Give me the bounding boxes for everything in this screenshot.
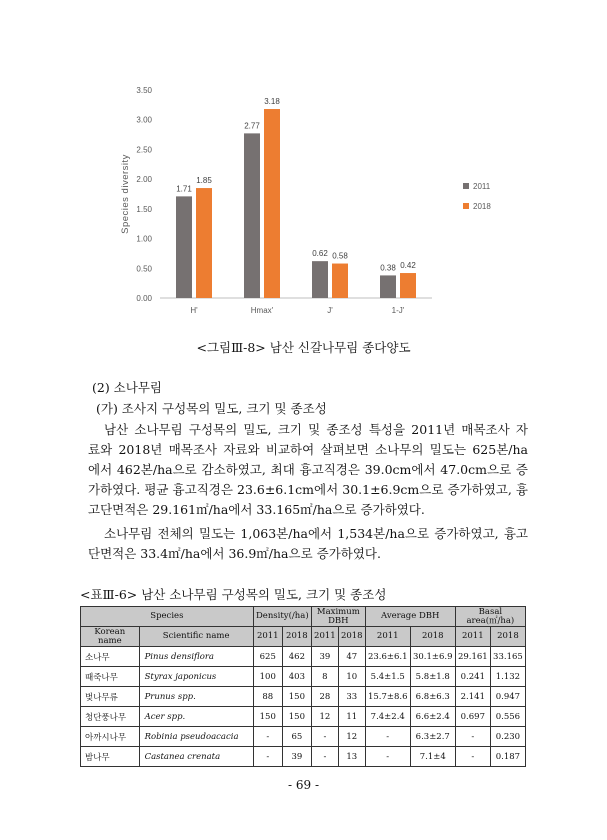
value-cell: 11 — [338, 707, 365, 727]
paragraph-line: 소나무림 전체의 밀도는 1,063본/ha에서 1,534본/ha으로 증가하였고, 흉고 — [104, 526, 528, 541]
value-cell: 47 — [338, 647, 365, 667]
bar-2011 — [176, 196, 192, 298]
value-cell: 15.7±8.6 — [365, 687, 410, 707]
header-max-dbh-line1: Maximum — [316, 606, 360, 617]
korean-name-cell: 청단풍나무 — [81, 707, 140, 727]
y-tick-label: 3.50 — [136, 86, 152, 95]
header-year-2018: 2018 — [338, 627, 365, 647]
value-cell: 0.556 — [490, 707, 525, 727]
paragraph-line: 단면적은 33.4㎡/ha에서 36.9㎡/ha으로 증가하였다. — [88, 546, 381, 561]
header-year-2018: 2018 — [490, 627, 525, 647]
header-scientific-name: Scientific name — [139, 627, 253, 647]
value-cell: 0.697 — [455, 707, 490, 727]
paragraph-line: 료와 2018년 매목조사 자료와 비교하여 살펴보면 소나무의 밀도는 625본/ha — [88, 442, 528, 457]
value-cell: 33 — [338, 687, 365, 707]
y-tick-label: 1.00 — [136, 234, 152, 244]
legend-swatch-2011 — [463, 183, 469, 189]
value-cell: 29.161 — [455, 647, 490, 667]
value-cell: 33.165 — [490, 647, 525, 667]
value-cell: 150 — [282, 687, 311, 707]
header-year-2011: 2011 — [311, 627, 338, 647]
x-tick-label: J' — [327, 306, 333, 315]
y-tick-label: 0.50 — [136, 264, 152, 274]
value-cell: - — [311, 727, 338, 747]
figure-caption: <그림Ⅲ-8> 남산 신갈나무림 종다양도 — [196, 340, 411, 355]
value-cell: 12 — [311, 707, 338, 727]
value-cell: 8 — [311, 667, 338, 687]
data-label: 0.58 — [332, 251, 348, 261]
value-cell: 7.4±2.4 — [365, 707, 410, 727]
data-label: 3.18 — [264, 97, 280, 107]
value-cell: 0.947 — [490, 687, 525, 707]
header-year-2011: 2011 — [455, 627, 490, 647]
y-tick-label: 2.50 — [136, 145, 152, 155]
data-label: 0.62 — [312, 249, 328, 259]
table-row — [81, 747, 526, 767]
value-cell: 403 — [282, 667, 311, 687]
paragraph-line: 고단면적은 29.161㎡/ha에서 33.165㎡/ha으로 증가하였다. — [88, 502, 425, 517]
header-basal-line1: Basal — [478, 606, 503, 617]
header-korean-name — [81, 627, 140, 647]
table-row — [81, 687, 526, 707]
table-row — [81, 667, 526, 687]
value-cell: 13 — [338, 747, 365, 767]
header-year-2011: 2011 — [253, 627, 282, 647]
value-cell: - — [253, 727, 282, 747]
scientific-name-cell: Pinus densiflora — [139, 647, 253, 667]
y-tick-label: 2.00 — [136, 175, 152, 185]
x-tick-label: 1-J' — [391, 306, 405, 315]
bar-2018 — [400, 273, 416, 298]
value-cell: 6.8±6.3 — [410, 687, 455, 707]
header-basal-area — [455, 607, 525, 627]
value-cell: - — [365, 727, 410, 747]
bar-2011 — [380, 275, 396, 298]
legend-label: 2018 — [473, 202, 491, 211]
header-year-2018: 2018 — [282, 627, 311, 647]
header-basal-line2: area(㎡/ha) — [466, 615, 515, 626]
value-cell: 30.1±6.9 — [410, 647, 455, 667]
header-avg-dbh: Average DBH — [365, 607, 455, 627]
bar-2018 — [264, 109, 280, 298]
value-cell: 5.4±1.5 — [365, 667, 410, 687]
header-density: Density(/ha) — [253, 607, 311, 627]
header-max-dbh-line2: DBH — [328, 615, 349, 626]
scientific-name-cell: Prunus spp. — [139, 687, 253, 707]
y-tick-label: 3.00 — [136, 115, 152, 125]
species-diversity-chart — [100, 75, 520, 325]
value-cell: 100 — [253, 667, 282, 687]
scientific-name-cell: Acer spp. — [139, 707, 253, 727]
table-row — [81, 647, 526, 667]
section-heading: (2) 소나무림 — [92, 380, 162, 395]
value-cell: 150 — [253, 707, 282, 727]
page-number: - 69 - — [287, 778, 319, 792]
bar-2018 — [332, 264, 348, 298]
korean-name-cell: 때죽나무 — [81, 667, 140, 687]
y-tick-label: 1.50 — [136, 204, 152, 214]
korean-name-cell: 아까시나무 — [81, 727, 140, 747]
y-tick-label: 0.00 — [136, 294, 152, 303]
subsection-heading: (가) 조사지 구성목의 밀도, 크기 및 종조성 — [96, 401, 327, 416]
value-cell: 88 — [253, 687, 282, 707]
value-cell: 65 — [282, 727, 311, 747]
value-cell: 12 — [338, 727, 365, 747]
value-cell: 2.141 — [455, 687, 490, 707]
table-row — [81, 727, 526, 747]
x-tick-label: Hmax' — [250, 306, 274, 315]
bar-2011 — [244, 133, 260, 298]
value-cell: 0.187 — [490, 747, 525, 767]
paragraph-line: 에서 462본/ha으로 감소하였고, 최대 흉고직경은 39.0cm에서 47.0cm으로 증 — [88, 462, 528, 477]
value-cell: 625 — [253, 647, 282, 667]
value-cell: 462 — [282, 647, 311, 667]
header-korean-line2: name — [97, 635, 122, 646]
value-cell: - — [455, 747, 490, 767]
value-cell: 10 — [338, 667, 365, 687]
value-cell: 23.6±6.1 — [365, 647, 410, 667]
value-cell: 150 — [282, 707, 311, 727]
value-cell: 1.132 — [490, 667, 525, 687]
value-cell: 7.1±4 — [410, 747, 455, 767]
value-cell: - — [253, 747, 282, 767]
table-caption: <표Ⅲ-6> 남산 소나무림 구성목의 밀도, 크기 및 종조성 — [80, 587, 387, 602]
legend-swatch-2018 — [463, 203, 469, 209]
value-cell: 6.6±2.4 — [410, 707, 455, 727]
value-cell: 28 — [311, 687, 338, 707]
value-cell: 0.241 — [455, 667, 490, 687]
korean-name-cell: 밤나무 — [81, 747, 140, 767]
korean-name-cell: 소나무 — [81, 647, 140, 667]
bar-2011 — [312, 261, 328, 298]
scientific-name-cell: Styrax japonicus — [139, 667, 253, 687]
value-cell: - — [365, 747, 410, 767]
legend-label: 2011 — [473, 182, 491, 191]
composition-table — [80, 606, 526, 767]
scientific-name-cell: Castanea crenata — [139, 747, 253, 767]
value-cell: 6.3±2.7 — [410, 727, 455, 747]
scientific-name-cell: Robinia pseudoacacia — [139, 727, 253, 747]
value-cell: 39 — [282, 747, 311, 767]
paragraph-line: 가하였다. 평균 흉고직경은 23.6±6.1cm에서 30.1±6.9cm으로 증가하였고, 흉 — [88, 482, 528, 497]
x-tick-label: H' — [190, 306, 198, 315]
y-axis-label: Species diversity — [120, 154, 131, 234]
value-cell: 0.230 — [490, 727, 525, 747]
data-label: 1.71 — [176, 184, 192, 194]
data-label: 0.42 — [400, 261, 416, 271]
value-cell: 5.8±1.8 — [410, 667, 455, 687]
header-species: Species — [81, 607, 254, 627]
value-cell: - — [311, 747, 338, 767]
data-label: 0.38 — [380, 263, 396, 273]
table-row — [81, 707, 526, 727]
data-label: 1.85 — [196, 176, 212, 186]
header-year-2011: 2011 — [365, 627, 410, 647]
bar-2018 — [196, 188, 212, 298]
header-korean-line1: Korean — [94, 626, 126, 637]
data-label: 2.77 — [244, 121, 260, 131]
value-cell: 39 — [311, 647, 338, 667]
value-cell: - — [455, 727, 490, 747]
header-year-2018: 2018 — [410, 627, 455, 647]
paragraph-line: 남산 소나무림 구성목의 밀도, 크기 및 종조성 특성을 2011년 매목조사 자 — [104, 422, 528, 437]
korean-name-cell: 벚나무류 — [81, 687, 140, 707]
header-max-dbh — [311, 607, 365, 627]
